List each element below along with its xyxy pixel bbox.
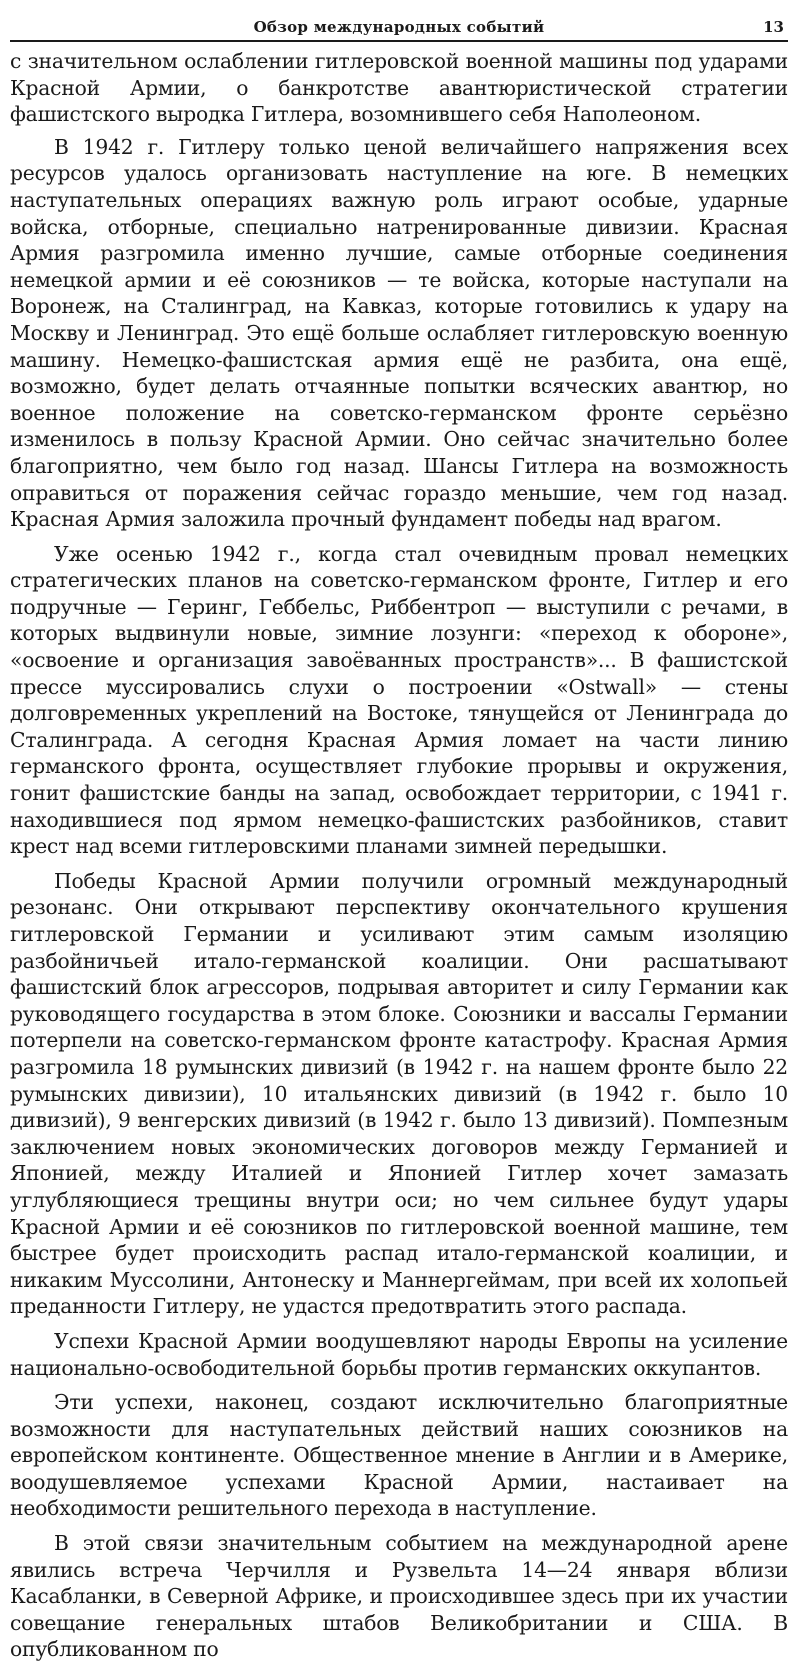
running-header (10, 16, 788, 42)
paragraph: Эти успехи, наконец, создают исключительно благоприятные возможности для наступательных действий наших союзников на европейском континенте. Общественное мнение в Англии и в Америке, воодушевляемое успехами Красной Армии, настаивает на необходимости решительного перехода в наступление. (10, 1390, 788, 1521)
paragraph-continuation: с значительном ослаблении гитлеровской военной машины под ударами Красной Армии, о банкротстве авантюристической стратегии фашистского выродка Гитлера, возомнившего себя Наполеоном. (10, 49, 788, 127)
running-header-title: Обзор международных событий (253, 18, 545, 36)
paragraph: Уже осенью 1942 г., когда стал очевидным провал немецких стратегических планов на советско-германском фронте, Гитлер и его подручные — Геринг, Геббельс, Риббентроп — выступили с речами, в которых выдвинули новые, зимние лозунги: «переход к обороне», «освоение и организация завоёванных пространств»... В фашистской прессе муссировались слухи о построении «Ostwall» — стены долговременных укреплений на Востоке, тянущейся от Ленинграда до Сталинграда. А сегодня Красная Армия ломает на части линию германского фронта, осуществляет глубокие прорывы и окружения, гонит фашистские банды на запад, освобождает территории, с 1941 г. находившиеся под ярмом немецко-фашистских разбойников, ставит крест над всеми гитлеровскими планами зимней передышки. (10, 541, 788, 859)
article-body (10, 48, 788, 1663)
paragraph: В 1942 г. Гитлеру только ценой величайшего напряжения всех ресурсов удалось организовать наступление на юге. В немецких наступательных операциях важную роль играют особые, ударные войска, отборные, специально натренированные дивизии. Красная Армия разгромила именно лучшие, самые отборные соединения немецкой армии и её союзников — те войска, которые наступали на Воронеж, на Сталинград, на Кавказ, которые готовились к удару на Москву и Ленинград. Это ещё больше ослабляет гитлеровскую военную машину. Немецко-фашистская армия ещё не разбита, она ещё, возможно, будет делать отчаянные попытки всяческих авантюр, но военное положение на советско-германском фронте серьёзно изменилось в пользу Красной Армии. Оно сейчас значительно более благоприятно, чем было год назад. Шансы Гитлера на возможность оправиться от поражения сейчас гораздо меньшие, чем год назад. Красная Армия заложила прочный фундамент победы над врагом. (10, 134, 788, 532)
paragraph: Успехи Красной Армии воодушевляют народы Европы на усиление национально-освободительной борьбы против германских оккупантов. (10, 1328, 788, 1380)
paragraph: В этой связи значительным событием на международной арене явились встреча Черчилля и Рузвельта 14—24 января вблизи Касабланки, в Северной Африке, и происходившее здесь при их участии совещание генеральных штабов Великобритании и США. В опубликованном по (10, 1531, 788, 1662)
page-number: 13 (763, 18, 784, 36)
paragraph: Победы Красной Армии получили огромный международный резонанс. Они открывают перспективу окончательного крушения гитлеровской Германии и усиливают этим самым изоляцию разбойничьей итало-германской коалиции. Они расшатывают фашистский блок агрессоров, подрывая авторитет и силу Германии как руководящего государства в этом блоке. Союзники и вассалы Германии потерпели на советско-германском фронте катастрофу. Красная Армия разгромила 18 румынских дивизий (в 1942 г. на нашем фронте было 22 румынских дивизии), 10 итальянских дивизий (в 1942 г. было 10 дивизий), 9 венгерских дивизий (в 1942 г. было 13 дивизий). Помпезным заключением новых экономических договоров между Германией и Японией, между Италией и Японией Гитлер хочет замазать углубляющиеся трещины внутри оси; но чем сильнее будут удары Красной Армии и её союзников по гитлеровской военной машине, тем быстрее будет происходить распад итало-германской коалиции, и никаким Муссолини, Антонеску и Маннергеймам, при всей их холопьей преданности Гитлеру, не удастся предотвратить этого распада. (10, 868, 788, 1319)
